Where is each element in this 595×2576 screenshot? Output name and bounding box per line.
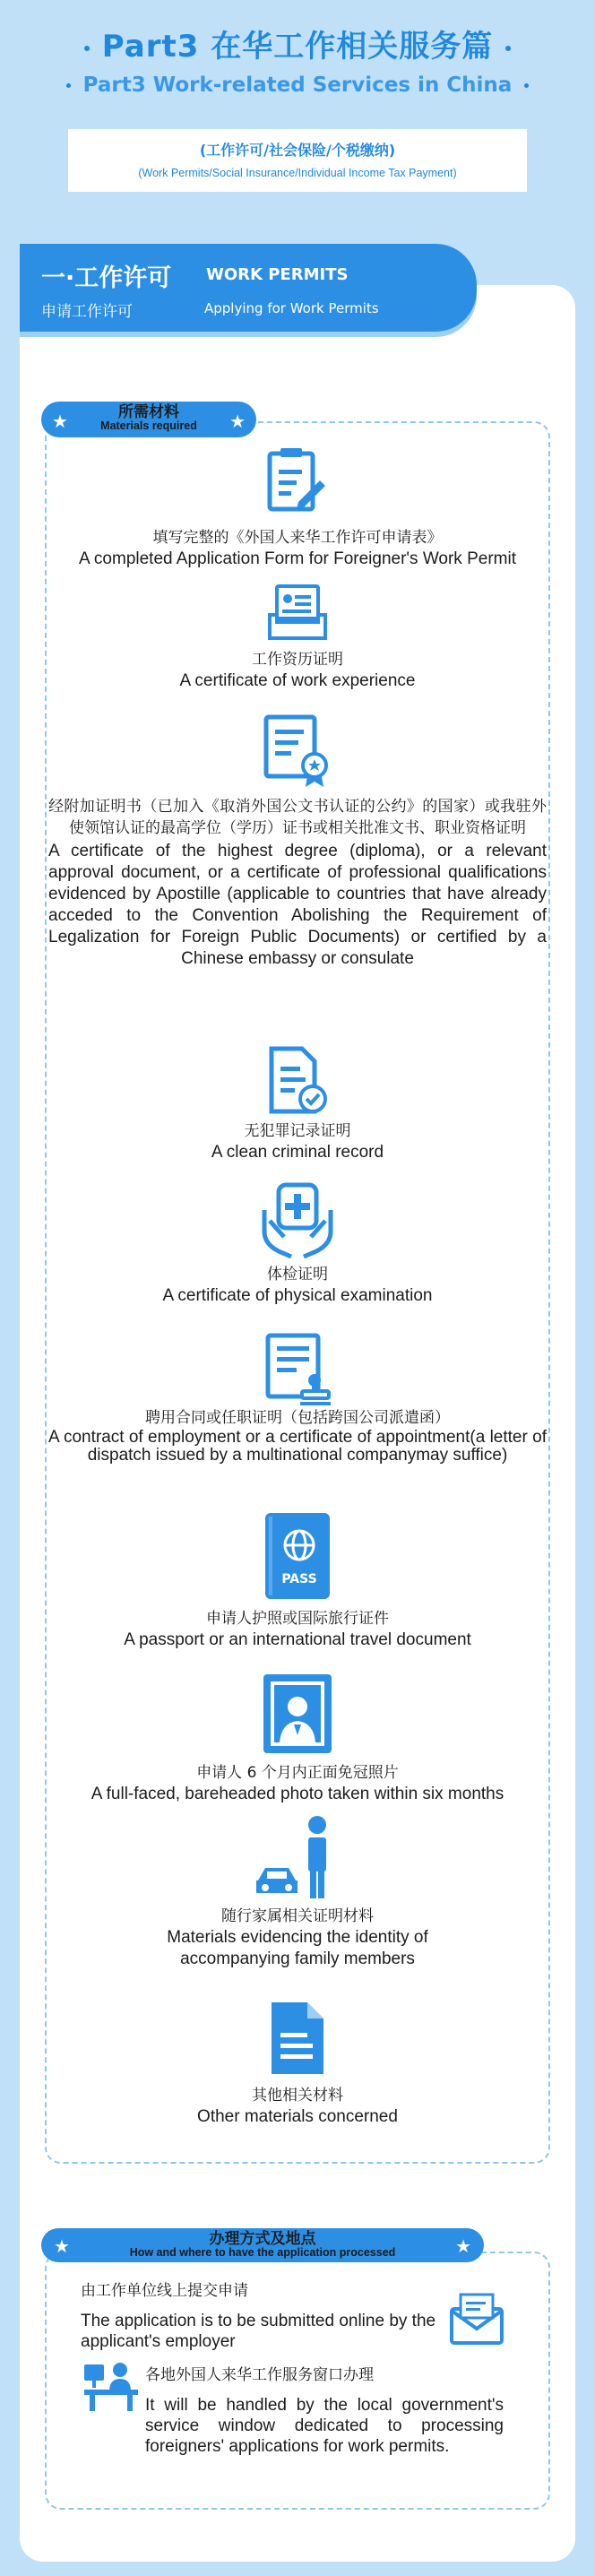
materials-pill-cn: 所需材料: [118, 403, 179, 421]
page-title-text: Part3 在华工作相关服务篇: [101, 29, 494, 65]
page-subtitle-text: Part3 Work-related Services in China: [82, 73, 513, 97]
item-cn: 随行家属相关证明材料: [221, 1907, 374, 1925]
list-item: [36, 2001, 559, 2128]
star-icon: ★: [54, 2235, 70, 2257]
page-subtitle: [0, 73, 595, 97]
scope-box: [68, 129, 527, 192]
star-icon: ★: [52, 411, 68, 432]
item-cn: 其他相关材料: [252, 2087, 343, 2105]
item-en: A passport or an international travel document: [124, 1630, 471, 1649]
passport-icon: [262, 1511, 333, 1601]
document-tray-icon: [266, 583, 329, 642]
item-cn: 填写完整的《外国人来华工作许可申请表》: [152, 529, 443, 547]
banner-title-cn: 一·工作许可: [41, 264, 172, 292]
item-en: A contract of employment or a certificate of appointment(a letter of dispatch issued by a multinational companymay suffice): [48, 1428, 547, 1465]
medical-hands-icon: [259, 1180, 336, 1258]
list-item: [36, 713, 559, 970]
list-item: [36, 1180, 559, 1307]
list-item: [36, 1814, 559, 1970]
item-en: Other materials concerned: [197, 2107, 398, 2126]
process-pill: [41, 2228, 484, 2262]
item-cn: 聘用合同或任职证明（包括跨国公司派遣函）: [145, 1409, 450, 1427]
scope-cn: (工作许可/社会保险/个税缴纳): [199, 142, 396, 159]
photo-portrait-icon: [262, 1673, 333, 1755]
list-item: [36, 1332, 559, 1465]
service-window-icon: [82, 2359, 140, 2413]
bullet-dot: [84, 46, 90, 51]
list-item: [36, 1045, 559, 1163]
star-icon: ★: [455, 2235, 471, 2257]
item-en: A clean criminal record: [211, 1143, 384, 1162]
item-cn: 体检证明: [267, 1266, 328, 1284]
contract-stamp-icon: [263, 1332, 332, 1407]
form-edit-icon: [264, 446, 331, 520]
list-item: [36, 583, 559, 692]
process-online-en: The application is to be submitted online by the applicant's employer: [81, 2312, 436, 2351]
item-en: A full-faced, bareheaded photo taken within six months: [91, 1785, 504, 1803]
record-check-icon: [264, 1045, 331, 1117]
process-online-cn: 由工作单位线上提交申请: [81, 2282, 248, 2300]
item-cn: 经附加证明书（已加入《取消外国公文书认证的公约》的国家）或我驻外使领馆认证的最高学位（学历）证书或相关批准文书、职业资格证明: [48, 798, 547, 837]
email-icon: [448, 2289, 505, 2347]
process-pill-en: How and where to have the application processed: [129, 2246, 396, 2259]
star-icon: ★: [229, 411, 246, 432]
scope-en: (Work Permits/Social Insurance/Individual Income Tax Payment): [138, 167, 457, 179]
item-cn: 申请人 6 个月内正面免冠照片: [196, 1764, 399, 1782]
materials-pill: [41, 402, 256, 437]
item-en: A certificate of work experience: [179, 671, 416, 690]
family-car-icon: [253, 1814, 342, 1900]
page-title: [0, 22, 595, 65]
bullet-dot: [66, 83, 71, 88]
banner-sub-cn: 申请工作许可: [41, 303, 133, 321]
list-item: [36, 1673, 559, 1805]
bullet-dot: [524, 83, 529, 88]
item-en: Materials evidencing the identity of accompanying family members: [167, 1928, 428, 1968]
list-item: [36, 446, 559, 570]
banner-sub-en: Applying for Work Permits: [204, 300, 379, 316]
materials-pill-en: Materials required: [100, 419, 197, 432]
process-window-cn: 各地外国人来华工作服务窗口办理: [145, 2366, 374, 2384]
section-banner: [20, 244, 477, 332]
list-item: [36, 1511, 559, 1651]
item-en: A certificate of physical examination: [162, 1286, 433, 1305]
passport-label: PASS: [281, 1572, 317, 1586]
item-en: A completed Application Form for Foreigner's Work Permit: [79, 549, 516, 568]
item-cn: 无犯罪记录证明: [244, 1122, 351, 1140]
other-document-icon: [268, 2001, 327, 2076]
banner-title-en: WORK PERMITS: [206, 265, 349, 284]
item-cn: 申请人护照或国际旅行证件: [206, 1610, 389, 1628]
item-cn: 工作资历证明: [252, 651, 343, 669]
item-en: A certificate of the highest degree (diploma), or a relevant approval document, or a certificate of professional qualifications evidenced by Apostille (applicable to countries that have already acceded to the Convention Abolishing the Requirement of Legalization for Foreign Public Documents) or certified by a Chinese embassy or consulate: [48, 842, 547, 968]
bullet-dot: [505, 46, 511, 51]
certificate-badge-icon: [261, 713, 334, 789]
process-pill-cn: 办理方式及地点: [209, 2230, 316, 2248]
process-window-en: It will be handled by the local government's service window dedicated to processing foreigners' applications for work permits.: [145, 2396, 504, 2456]
